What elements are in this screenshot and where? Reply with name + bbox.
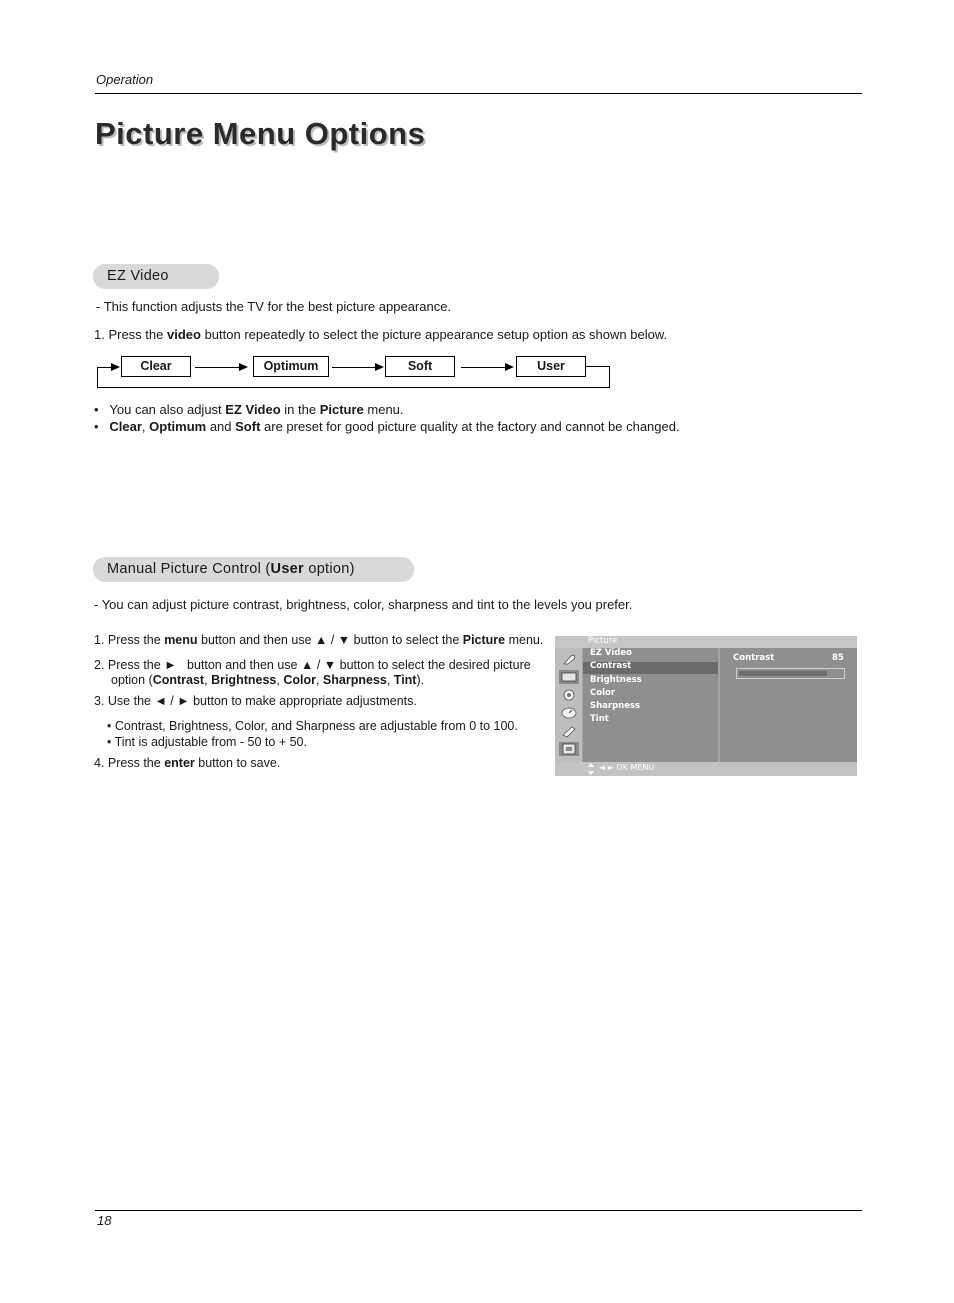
- osd-item-ez-video[interactable]: EZ Video: [590, 648, 632, 658]
- ez-video-step-1: [94, 326, 667, 343]
- up-down-arrow-icon: ▲ / ▼: [300, 658, 337, 672]
- text-span: button to select the desired picture: [336, 658, 531, 672]
- text-span: ,: [141, 419, 150, 434]
- flow-box-soft: Soft: [385, 356, 455, 377]
- osd-item-contrast[interactable]: Contrast: [590, 661, 632, 671]
- picture-icon: [559, 670, 579, 684]
- text-span: menu.: [363, 402, 404, 417]
- text-span: button to save.: [194, 756, 281, 770]
- manual-picture-control-heading: [93, 557, 414, 582]
- text-span: button and then use: [197, 633, 315, 647]
- manual-range-note-1: • Contrast, Brightness, Color, and Sharpness are adjustable from 0 to 100.: [107, 719, 518, 733]
- text-span: button to make appropriate adjustments.: [193, 694, 417, 708]
- ez-video-note-2: • Clear, Optimum and Soft are preset for good picture quality at the factory and cannot be changed.: [94, 419, 680, 434]
- text-span-bold: menu: [164, 633, 198, 647]
- setup-icon: [559, 652, 579, 666]
- text-span-bold: Tint: [393, 673, 417, 687]
- text-span: button to select the: [350, 633, 463, 647]
- text-span: 2. Press the: [94, 658, 165, 672]
- text-span-bold: Picture: [319, 402, 364, 417]
- ez-video-note-1: • You can also adjust EZ Video in the Picture menu.: [94, 402, 404, 417]
- text-span-bold: Optimum: [149, 419, 207, 434]
- sound-icon: [559, 688, 579, 702]
- text-span-bold: Brightness: [211, 673, 277, 687]
- flow-box-optimum: Optimum: [253, 356, 329, 377]
- osd-nav-hint: ◄ ► OK MENU: [599, 763, 655, 772]
- video-button-name: video: [166, 327, 201, 342]
- text-span-bold: Clear: [109, 419, 142, 434]
- osd-adjust-panel: [720, 648, 857, 762]
- section-label: Operation: [96, 72, 154, 87]
- osd-item-color[interactable]: Color: [590, 688, 616, 698]
- manual-step-1: [94, 632, 543, 649]
- text-span: 1. Press the: [94, 633, 165, 647]
- text-span-bold: EZ Video: [225, 402, 281, 417]
- osd-item-tint[interactable]: Tint: [590, 714, 609, 724]
- manual-step-3: [94, 693, 417, 710]
- text-span: button repeatedly to select the picture appearance setup option as shown below.: [200, 327, 668, 342]
- page-number: 18: [97, 1213, 112, 1228]
- text-span: option (: [111, 673, 153, 687]
- flow-arrow: [195, 367, 246, 368]
- page-title: Picture Menu Options: [95, 116, 426, 151]
- text-span: option): [304, 561, 355, 577]
- osd-icon-column: [555, 648, 582, 762]
- flow-loop-line: [97, 387, 610, 388]
- screen-icon: [559, 742, 579, 756]
- flow-box-user: User: [516, 356, 586, 377]
- text-span: are preset for good picture quality at the factory and cannot be changed.: [260, 419, 680, 434]
- text-span: 1. Press the: [94, 327, 167, 342]
- flow-arrow: [461, 367, 512, 368]
- osd-value-label: Contrast: [733, 653, 775, 663]
- up-down-arrow-icon: ▲ / ▼: [315, 633, 351, 647]
- osd-level-slider[interactable]: [736, 668, 845, 679]
- ez-video-heading: EZ Video: [93, 264, 219, 289]
- flow-loop-line: [97, 367, 98, 388]
- header-rule: [95, 93, 862, 94]
- osd-value-number: 85: [832, 653, 844, 663]
- flow-loop-line: [609, 366, 610, 388]
- text-span: You can also adjust: [109, 402, 226, 417]
- text-span-bold: User: [270, 561, 304, 577]
- time-icon: [559, 706, 579, 720]
- text-span: ).: [416, 673, 425, 687]
- manual-step-4: [94, 755, 280, 772]
- flow-arrow: [97, 367, 118, 368]
- special-icon: [559, 724, 579, 738]
- text-span-bold: Soft: [235, 419, 261, 434]
- osd-item-sharpness[interactable]: Sharpness: [590, 701, 641, 711]
- right-arrow-icon: ►: [164, 658, 177, 672]
- text-span-bold: Picture: [462, 633, 506, 647]
- text-span-bold: Sharpness: [322, 673, 387, 687]
- text-span-bold: Color: [283, 673, 316, 687]
- text-span: 4. Press the: [94, 756, 165, 770]
- text-span-bold: Contrast: [152, 673, 205, 687]
- manual-step-2-options: option (Contrast, Brightness, Color, Sharpness, Tint).: [111, 673, 425, 687]
- text-span: button and then use: [183, 658, 301, 672]
- text-span: and: [206, 419, 236, 434]
- manual-intro: - You can adjust picture contrast, brightness, color, sharpness and tint to the levels you prefer.: [94, 597, 633, 612]
- text-span: in the: [280, 402, 320, 417]
- tv-osd-picture-menu: [555, 636, 857, 776]
- text-span: 3. Use the: [94, 694, 155, 708]
- left-right-arrow-icon: ◄ / ►: [154, 694, 190, 708]
- ez-video-intro: - This function adjusts the TV for the best picture appearance.: [96, 299, 452, 314]
- text-span: menu.: [505, 633, 544, 647]
- text-span: Manual Picture Control (: [107, 561, 271, 577]
- flow-box-clear: Clear: [121, 356, 191, 377]
- flow-arrow: [332, 367, 382, 368]
- text-span-bold: enter: [164, 756, 195, 770]
- flow-loop-line: [586, 366, 610, 367]
- manual-range-note-2: • Tint is adjustable from - 50 to + 50.: [107, 735, 307, 749]
- osd-menu-title: Picture: [588, 636, 618, 646]
- osd-item-brightness[interactable]: Brightness: [590, 675, 642, 685]
- footer-rule: [95, 1210, 862, 1211]
- osd-level-fill: [739, 671, 827, 676]
- up-down-arrow-icon: [587, 762, 595, 776]
